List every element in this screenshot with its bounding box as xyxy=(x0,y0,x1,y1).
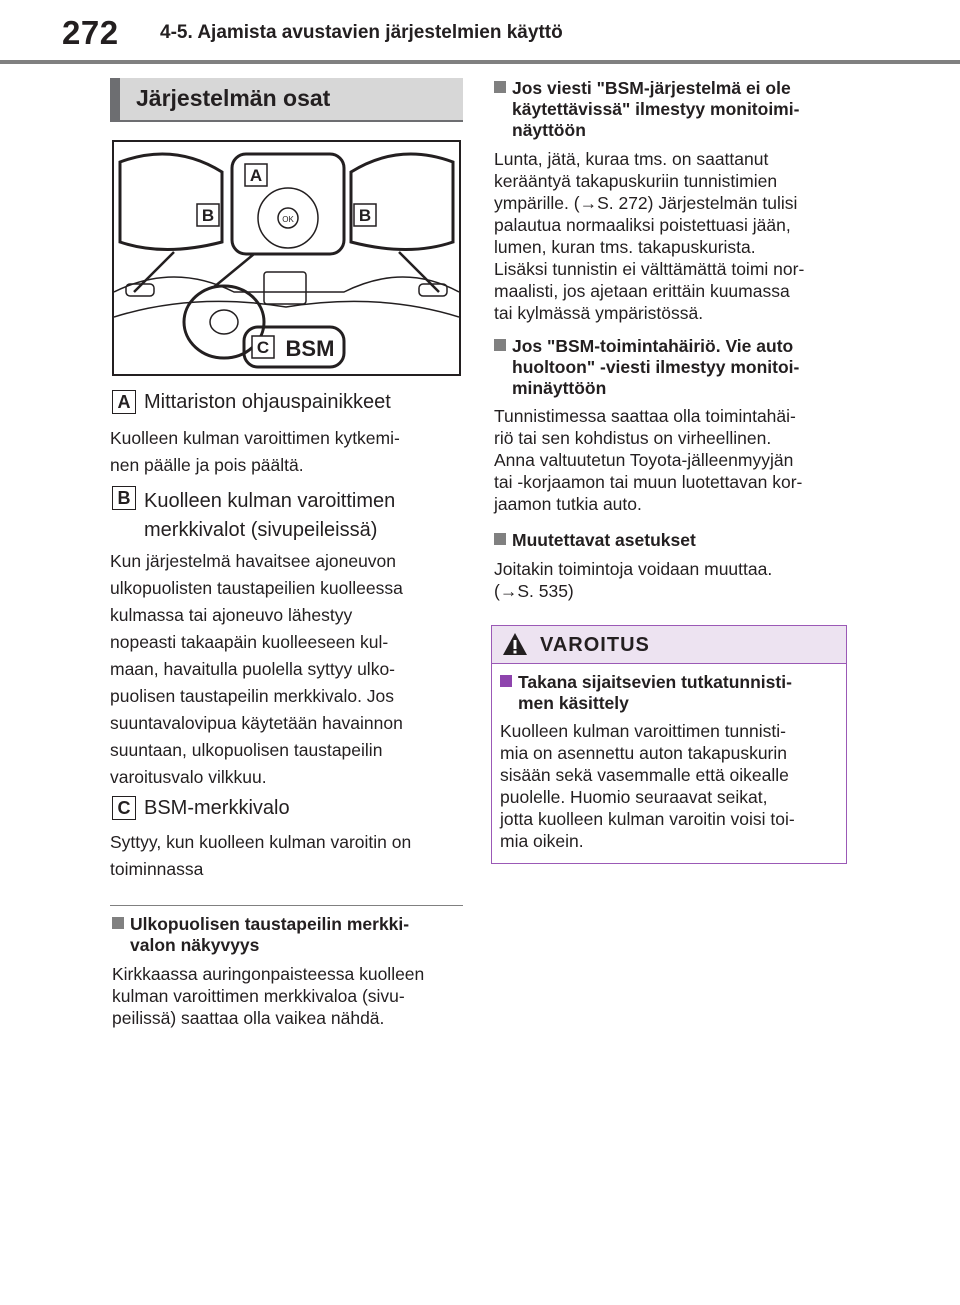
figure-label-a: A xyxy=(249,166,263,185)
text-line: toiminnassa xyxy=(110,859,204,879)
left-note-heading xyxy=(112,914,409,956)
right-note-1-heading xyxy=(494,78,799,141)
right-note-2-heading xyxy=(494,336,799,399)
text-line: lumen, kuran tms. takapuskurista. xyxy=(494,237,756,257)
item-b-letter: B xyxy=(112,486,136,510)
dashboard-drawing xyxy=(114,142,459,374)
header-rule xyxy=(0,60,960,64)
warning-triangle-icon xyxy=(502,632,528,656)
text-line: sisään sekä vasemmalle että oikealle xyxy=(500,765,789,785)
text-line: mia on asennettu auton takapuskurin xyxy=(500,743,787,763)
item-a-title: Mittariston ohjauspainikkeet xyxy=(144,391,391,413)
item-c-letter: C xyxy=(112,796,136,820)
heading-line: näyttöön xyxy=(512,120,586,140)
dashboard-illustration xyxy=(112,140,461,376)
bullet-icon xyxy=(500,675,512,687)
item-c-title: BSM-merkkivalo xyxy=(144,797,290,819)
text-line: nen päälle ja pois päältä. xyxy=(110,455,304,475)
right-note-3-body xyxy=(494,558,772,602)
text-line: maan, havaitulla puolella syttyy ulko- xyxy=(110,659,396,679)
item-a-letter: A xyxy=(112,390,136,414)
figure-label-c: C xyxy=(256,338,270,357)
text-line: varoitusvalo vilkkuu. xyxy=(110,767,267,787)
section-divider xyxy=(110,905,463,906)
text-line: tai kylmässä ympäristössä. xyxy=(494,303,704,323)
heading-line: minäyttöön xyxy=(512,378,607,398)
text-line: Kuolleen kulman varoittimen tunnisti- xyxy=(500,721,786,741)
right-note-2-body xyxy=(494,405,802,515)
text-line: Syttyy, kun kuolleen kulman varoitin on xyxy=(110,832,412,852)
warning-header xyxy=(492,626,846,664)
ok-button-label: OK xyxy=(282,215,294,224)
text-line: Kuolleen kulman varoittimen kytkemi- xyxy=(110,428,400,448)
bsm-indicator-label: BSM xyxy=(285,336,335,361)
text-line: ympärille. (→S. 272) Järjestelmän tulisi xyxy=(494,193,798,213)
text-line: tai -korjaamon tai muun luotettavan kor- xyxy=(494,472,803,492)
text-line: mia oikein. xyxy=(500,831,584,851)
text-line: palautua normaaliksi poistettuasi jään, xyxy=(494,215,791,235)
bullet-icon xyxy=(494,533,506,545)
text-line: jotta kuolleen kulman varoitin voisi toi- xyxy=(500,809,795,829)
bullet-icon xyxy=(494,339,506,351)
text-line: jaamon tutkia auto. xyxy=(494,494,642,514)
text-line: suuntavalovipua käytetään havainnon xyxy=(110,713,403,733)
text-line: Kirkkaassa auringonpaisteessa kuolleen xyxy=(112,964,425,984)
left-note-body xyxy=(112,963,424,1029)
section-underline xyxy=(110,120,463,122)
text-line: suuntaan, ulkopuolisen taustapeilin xyxy=(110,740,383,760)
text-line: puolisen taustapeilin merkkivalo. Jos xyxy=(110,686,395,706)
text-line: maalisti, jos ajetaan erittäin kuumassa xyxy=(494,281,790,301)
text-line: kulmassa tai ajoneuvo lähestyy xyxy=(110,605,353,625)
right-note-3-heading xyxy=(494,530,696,551)
page-number: 272 xyxy=(62,14,119,51)
chapter-title: 4-5. Ajamista avustavien järjestelmien käyttö xyxy=(160,22,563,43)
heading-line: men käsittely xyxy=(518,693,629,713)
section-title: Järjestelmän osat xyxy=(136,85,331,111)
title-line: Kuolleen kulman varoittimen xyxy=(144,490,396,512)
warning-title: VAROITUS xyxy=(540,634,650,656)
heading-line: Jos "BSM-toimintahäiriö. Vie auto xyxy=(512,336,794,356)
text-line: puolelle. Huomio seuraavat seikat, xyxy=(500,787,768,807)
figure-label-b-left: B xyxy=(201,206,215,225)
title-line: merkkivalot (sivupeileissä) xyxy=(144,519,378,541)
warning-body xyxy=(500,720,795,852)
text-line: nopeasti takaapäin kuolleeseen kul- xyxy=(110,632,389,652)
figure-label-b-right: B xyxy=(358,206,372,225)
item-c-description xyxy=(110,829,465,883)
right-note-1-body xyxy=(494,148,804,324)
text-line: Anna valtuutetun Toyota-jälleenmyyjän xyxy=(494,450,794,470)
heading-line: käytettävissä" ilmestyy monitoimi- xyxy=(512,99,800,119)
item-b-description xyxy=(110,548,465,791)
heading-line: Muutettavat asetukset xyxy=(512,530,696,550)
text-line: Lisäksi tunnistin ei välttämättä toimi nor- xyxy=(494,259,805,279)
section-heading xyxy=(110,78,463,120)
heading-line: Takana sijaitsevien tutkatunnisti- xyxy=(518,672,792,692)
text-line: peilissä) saattaa olla vaikea nähdä. xyxy=(112,1008,385,1028)
text-line: Lunta, jätä, kuraa tms. on saattanut xyxy=(494,149,769,169)
text-line: kerääntyä takapuskuriin tunnistimien xyxy=(494,171,778,191)
text-line: kulman varoittimen merkkivaloa (sivu- xyxy=(112,986,405,1006)
text-line: (→S. 535) xyxy=(494,581,574,601)
bullet-icon xyxy=(494,81,506,93)
heading-line: valon näkyvyys xyxy=(130,935,260,955)
item-a-description xyxy=(110,425,465,479)
text-line: Kun järjestelmä havaitsee ajoneuvon xyxy=(110,551,397,571)
text-line: Tunnistimessa saattaa olla toimintahäi- xyxy=(494,406,796,426)
heading-line: Ulkopuolisen taustapeilin merkki- xyxy=(130,914,410,934)
text-line: riö tai sen kohdistus on virheellinen. xyxy=(494,428,772,448)
text-line: Joitakin toimintoja voidaan muuttaa. xyxy=(494,559,773,579)
text-line: ulkopuolisten taustapeilien kuolleessa xyxy=(110,578,403,598)
bullet-icon xyxy=(112,917,124,929)
warning-heading xyxy=(500,672,792,714)
item-b-title xyxy=(144,487,395,545)
heading-line: huoltoon" -viesti ilmestyy monitoi- xyxy=(512,357,800,377)
heading-line: Jos viesti "BSM-järjestelmä ei ole xyxy=(512,78,791,98)
